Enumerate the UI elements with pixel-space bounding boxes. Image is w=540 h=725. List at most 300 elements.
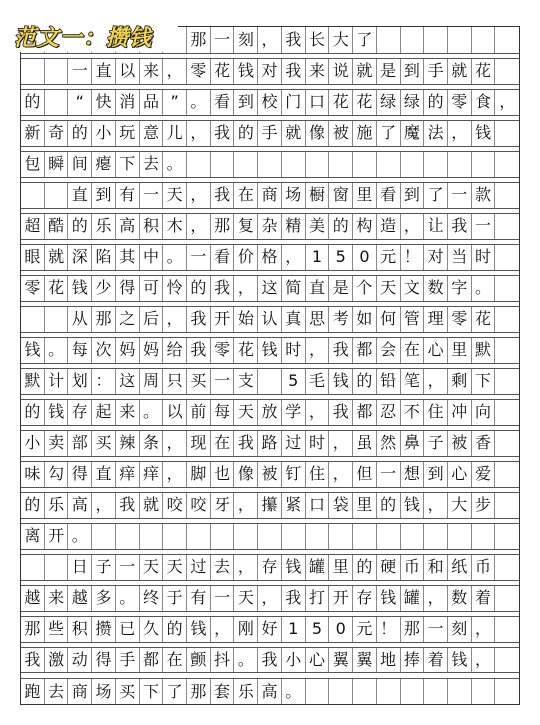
grid-cell: 大 — [448, 493, 472, 518]
grid-cell: 像 — [234, 462, 258, 487]
grid-row — [21, 461, 519, 488]
grid-cell: 钱 — [282, 555, 306, 580]
grid-cell: 心 — [306, 648, 330, 673]
grid-cell: 法 — [424, 121, 448, 146]
grid-cell — [21, 59, 45, 84]
grid-cell: 买 — [116, 679, 140, 705]
grid-cell: 捧 — [401, 648, 425, 673]
grid-cell — [495, 307, 519, 332]
grid-cell: 儿 — [163, 121, 187, 146]
grid-cell — [448, 524, 472, 549]
grid-cell — [377, 679, 401, 705]
grid-cell: 那 — [187, 679, 211, 705]
grid-cell: 深 — [68, 245, 92, 270]
grid-cell: 多 — [92, 586, 116, 611]
grid-cell: 但 — [353, 462, 377, 487]
grid-cell: 商 — [258, 183, 282, 208]
grid-cell: 勾 — [45, 462, 69, 487]
grid-cell: 脚 — [187, 462, 211, 487]
grid-cell: 消 — [116, 90, 140, 115]
grid-row — [21, 244, 519, 271]
grid-cell — [306, 152, 330, 177]
grid-row — [21, 678, 519, 705]
grid-cell: 看 — [211, 90, 235, 115]
grid-cell: 。 — [234, 648, 258, 673]
grid-cell — [353, 152, 377, 177]
grid-cell: 积 — [68, 617, 92, 642]
grid-cell: ， — [234, 493, 258, 518]
grid-cell: 到 — [92, 183, 116, 208]
grid-cell: 认 — [258, 307, 282, 332]
grid-cell: 时 — [282, 338, 306, 363]
grid-cell: 时 — [472, 245, 496, 270]
grid-cell — [472, 152, 496, 177]
grid-cell: 越 — [68, 586, 92, 611]
grid-cell: 瘪 — [92, 152, 116, 177]
grid-cell: 里 — [353, 493, 377, 518]
grid-cell: 元 — [353, 617, 377, 642]
grid-cell — [495, 617, 519, 642]
grid-cell: 钱 — [448, 648, 472, 673]
grid-cell: 我 — [329, 338, 353, 363]
grid-cell: 也 — [211, 462, 235, 487]
grid-cell: 时 — [306, 431, 330, 456]
grid-cell: 来 — [45, 586, 69, 611]
grid-cell: 放 — [258, 400, 282, 425]
grid-cell: 前 — [187, 400, 211, 425]
grid-cell: 的 — [424, 90, 448, 115]
grid-cell: 了 — [424, 183, 448, 208]
grid-cell: 纸 — [448, 555, 472, 580]
grid-cell: ， — [472, 617, 496, 642]
grid-cell — [353, 524, 377, 549]
grid-cell: 了 — [377, 121, 401, 146]
grid-cell: 意 — [140, 121, 164, 146]
grid-cell: 字 — [448, 276, 472, 301]
grid-cell — [282, 152, 306, 177]
grid-cell: 那 — [211, 214, 235, 239]
grid-cell: ， — [448, 121, 472, 146]
grid-cell: 不 — [401, 400, 425, 425]
grid-cell — [45, 90, 69, 115]
grid-cell: 花 — [472, 307, 496, 332]
grid-cell — [187, 524, 211, 549]
grid-cell: 我 — [211, 276, 235, 301]
grid-cell: 商 — [68, 679, 92, 705]
grid-cell: 管 — [401, 307, 425, 332]
grid-cell: 。 — [140, 400, 164, 425]
grid-cell: 都 — [140, 648, 164, 673]
grid-cell: 0 — [353, 245, 377, 270]
grid-cell: 这 — [258, 276, 282, 301]
grid-cell: 对 — [258, 59, 282, 84]
grid-cell: 天 — [377, 276, 401, 301]
grid-cell: ， — [306, 338, 330, 363]
grid-cell: 简 — [282, 276, 306, 301]
grid-cell: ， — [329, 462, 353, 487]
grid-cell: 我 — [282, 586, 306, 611]
grid-cell — [495, 431, 519, 456]
grid-cell: 我 — [21, 648, 45, 673]
grid-cell: 下 — [472, 369, 496, 394]
grid-cell: 来 — [140, 59, 164, 84]
grid-cell: 零 — [21, 276, 45, 301]
grid-cell: 下 — [140, 679, 164, 705]
grid-cell: 的 — [68, 121, 92, 146]
grid-cell — [495, 152, 519, 177]
grid-cell: 的 — [353, 369, 377, 394]
grid-cell: 痒 — [116, 462, 140, 487]
grid-cell: 冲 — [448, 400, 472, 425]
grid-cell — [377, 152, 401, 177]
grid-cell: 那 — [401, 617, 425, 642]
grid-cell — [377, 27, 401, 53]
grid-cell: 就 — [353, 59, 377, 84]
grid-cell: 何 — [377, 307, 401, 332]
grid-cell — [211, 524, 235, 549]
grid-cell: 妈 — [116, 338, 140, 363]
grid-cell — [21, 555, 45, 580]
grid-row — [21, 492, 519, 519]
grid-cell: 在 — [211, 431, 235, 456]
grid-cell: 绿 — [401, 90, 425, 115]
grid-cell: 如 — [353, 307, 377, 332]
grid-cell: 动 — [68, 648, 92, 673]
grid-cell: 一 — [448, 183, 472, 208]
grid-cell: 当 — [448, 245, 472, 270]
grid-cell: 去 — [140, 152, 164, 177]
grid-cell: 起 — [92, 400, 116, 425]
grid-cell: 一 — [377, 462, 401, 487]
grid-cell: 地 — [377, 648, 401, 673]
grid-cell: 钉 — [282, 462, 306, 487]
grid-cell — [495, 183, 519, 208]
grid-cell: 是 — [377, 59, 401, 84]
grid-cell: 好 — [258, 617, 282, 642]
grid-cell: 每 — [68, 338, 92, 363]
grid-cell: 痒 — [140, 462, 164, 487]
grid-cell: 。 — [116, 586, 140, 611]
grid-cell: 其 — [116, 245, 140, 270]
grid-cell: 已 — [116, 617, 140, 642]
grid-cell: 钱 — [187, 617, 211, 642]
grid-cell: 都 — [353, 400, 377, 425]
grid-cell: 买 — [187, 369, 211, 394]
grid-cell: 价 — [234, 245, 258, 270]
grid-cell: 。 — [68, 524, 92, 549]
grid-cell: 的 — [68, 214, 92, 239]
grid-cell — [377, 524, 401, 549]
grid-cell: 快 — [92, 90, 116, 115]
grid-cell: 。 — [472, 276, 496, 301]
grid-cell — [495, 400, 519, 425]
grid-cell — [21, 183, 45, 208]
grid-cell: 想 — [401, 462, 425, 487]
grid-cell: 始 — [234, 307, 258, 332]
grid-cell: 我 — [116, 493, 140, 518]
grid-cell: 到 — [424, 462, 448, 487]
grid-cell: 1 — [306, 245, 330, 270]
grid-cell: 币 — [472, 555, 496, 580]
grid-cell: 眼 — [21, 245, 45, 270]
grid-cell — [495, 27, 519, 53]
grid-cell — [21, 307, 45, 332]
grid-cell: ， — [401, 214, 425, 239]
grid-cell: ， — [211, 617, 235, 642]
grid-cell: 向 — [472, 400, 496, 425]
grid-cell: 来 — [116, 400, 140, 425]
grid-cell: 玩 — [116, 121, 140, 146]
grid-cell: 手 — [258, 121, 282, 146]
grid-cell: 花 — [353, 90, 377, 115]
grid-cell: 些 — [45, 617, 69, 642]
grid-cell: 直 — [68, 183, 92, 208]
grid-cell: 酷 — [45, 214, 69, 239]
grid-cell: 钱 — [68, 276, 92, 301]
grid-cell: 学 — [282, 400, 306, 425]
grid-cell: 花 — [234, 338, 258, 363]
grid-cell: 存 — [353, 586, 377, 611]
grid-cell: ， — [92, 493, 116, 518]
grid-cell: 思 — [306, 307, 330, 332]
grid-cell — [306, 524, 330, 549]
grid-cell: 口 — [306, 90, 330, 115]
grid-cell: ， — [234, 276, 258, 301]
grid-cell: 心 — [424, 338, 448, 363]
grid-cell: ， — [163, 307, 187, 332]
grid-cell: 是 — [329, 276, 353, 301]
grid-cell: 我 — [234, 431, 258, 456]
grid-cell: 住 — [424, 400, 448, 425]
grid-row — [21, 151, 519, 178]
grid-cell: 得 — [68, 462, 92, 487]
grid-cell: 跑 — [21, 679, 45, 705]
grid-cell: 。 — [163, 245, 187, 270]
grid-cell: 毛 — [306, 369, 330, 394]
grid-cell: 一 — [424, 617, 448, 642]
grid-cell: 打 — [306, 586, 330, 611]
grid-cell: 从 — [68, 307, 92, 332]
grid-cell: 超 — [21, 214, 45, 239]
grid-cell: 辣 — [116, 431, 140, 456]
grid-cell: 终 — [140, 586, 164, 611]
grid-cell: 在 — [401, 338, 425, 363]
grid-cell: ， — [306, 400, 330, 425]
grid-cell: 我 — [187, 307, 211, 332]
grid-cell: 我 — [448, 214, 472, 239]
grid-cell: 下 — [116, 152, 140, 177]
grid-cell: 我 — [211, 183, 235, 208]
grid-cell: 花 — [472, 59, 496, 84]
grid-cell: 我 — [282, 59, 306, 84]
grid-cell: 路 — [258, 431, 282, 456]
grid-cell: 那 — [21, 617, 45, 642]
grid-cell: 攥 — [258, 493, 282, 518]
grid-cell: 忍 — [377, 400, 401, 425]
grid-cell: ， — [187, 214, 211, 239]
grid-cell: 数 — [424, 276, 448, 301]
grid-cell: ， — [234, 555, 258, 580]
grid-cell: 就 — [140, 493, 164, 518]
grid-cell — [187, 152, 211, 177]
grid-cell — [234, 152, 258, 177]
grid-cell: ， — [424, 369, 448, 394]
grid-cell: 窗 — [329, 183, 353, 208]
grid-cell — [45, 307, 69, 332]
grid-cell: 被 — [448, 431, 472, 456]
grid-cell: 个 — [353, 276, 377, 301]
grid-cell: 抖 — [211, 648, 235, 673]
grid-cell: 刻 — [448, 617, 472, 642]
grid-row — [21, 616, 519, 643]
grid-cell: 手 — [424, 59, 448, 84]
grid-cell — [495, 586, 519, 611]
grid-cell: 计 — [45, 369, 69, 394]
grid-cell — [140, 524, 164, 549]
grid-cell — [306, 679, 330, 705]
grid-cell: 门 — [282, 90, 306, 115]
grid-cell: 。 — [163, 152, 187, 177]
grid-cell — [472, 679, 496, 705]
grid-cell — [211, 152, 235, 177]
grid-cell: 木 — [163, 214, 187, 239]
grid-cell: 开 — [45, 524, 69, 549]
grid-row — [21, 120, 519, 147]
grid-cell: “ — [68, 90, 92, 115]
grid-cell — [163, 524, 187, 549]
grid-cell — [329, 152, 353, 177]
grid-cell: 住 — [306, 462, 330, 487]
grid-cell — [282, 524, 306, 549]
grid-cell: 瞬 — [45, 152, 69, 177]
grid-cell: 的 — [21, 90, 45, 115]
grid-cell: 有 — [187, 586, 211, 611]
grid-cell: ， — [163, 462, 187, 487]
grid-cell: 在 — [163, 648, 187, 673]
grid-cell: 间 — [68, 152, 92, 177]
grid-cell — [258, 524, 282, 549]
grid-cell: ， — [499, 92, 516, 112]
grid-cell: 刻 — [234, 27, 258, 53]
grid-cell: 来 — [306, 59, 330, 84]
grid-cell: 次 — [92, 338, 116, 363]
grid-cell: 每 — [211, 400, 235, 425]
grid-cell — [45, 183, 69, 208]
grid-cell: 只 — [163, 369, 187, 394]
grid-cell — [495, 524, 519, 549]
grid-cell — [472, 524, 496, 549]
grid-cell: 一 — [187, 245, 211, 270]
grid-row — [21, 337, 519, 364]
grid-cell: 套 — [211, 679, 235, 705]
grid-cell: 存 — [68, 400, 92, 425]
grid-cell: 里 — [329, 555, 353, 580]
grid-cell: 陷 — [92, 245, 116, 270]
grid-cell: 5 — [329, 245, 353, 270]
grid-cell: 虽 — [353, 431, 377, 456]
grid-cell: 数 — [448, 586, 472, 611]
grid-cell: 橱 — [306, 183, 330, 208]
title-badge — [14, 20, 178, 52]
grid-cell: ， — [258, 27, 282, 53]
grid-cell: 去 — [45, 679, 69, 705]
grid-cell: 对 — [424, 245, 448, 270]
grid-cell: 那 — [187, 27, 211, 53]
grid-cell: 以 — [163, 400, 187, 425]
grid-cell: 花 — [329, 90, 353, 115]
grid-cell: 魔 — [401, 121, 425, 146]
grid-cell: 5 — [282, 369, 306, 394]
grid-cell: 场 — [92, 679, 116, 705]
grid-cell: 可 — [140, 276, 164, 301]
grid-cell: 罐 — [306, 555, 330, 580]
grid-cell: 得 — [92, 648, 116, 673]
grid-cell: 高 — [116, 214, 140, 239]
grid-cell: 食 — [472, 90, 496, 115]
grid-cell: 步 — [472, 493, 496, 518]
grid-cell: ， — [424, 586, 448, 611]
grid-cell — [495, 369, 519, 394]
grid-cell: 说 — [329, 59, 353, 84]
grid-cell: 得 — [116, 276, 140, 301]
grid-cell: 长 — [306, 27, 330, 53]
grid-cell — [495, 338, 519, 363]
grid-cell — [92, 524, 116, 549]
grid-cell: 翼 — [353, 648, 377, 673]
grid-cell: 都 — [353, 338, 377, 363]
grid-cell — [258, 369, 282, 394]
grid-cell: ， — [282, 245, 306, 270]
grid-cell: 了 — [353, 27, 377, 53]
grid-cell — [448, 679, 472, 705]
grid-cell: 心 — [448, 462, 472, 487]
grid-row — [21, 399, 519, 426]
grid-cell: 攒 — [92, 617, 116, 642]
grid-cell: ， — [329, 431, 353, 456]
grid-cell: 怜 — [163, 276, 187, 301]
grid-cell: 被 — [329, 121, 353, 146]
grid-row — [21, 89, 519, 116]
grid-cell: 构 — [353, 214, 377, 239]
grid-cell: 高 — [68, 493, 92, 518]
grid-cell — [495, 214, 519, 239]
grid-cell — [495, 648, 519, 673]
grid-cell: 钱 — [258, 338, 282, 363]
grid-cell: 校 — [258, 90, 282, 115]
grid-cell — [234, 524, 258, 549]
grid-cell: 积 — [140, 214, 164, 239]
grid-cell: 的 — [353, 555, 377, 580]
grid-cell: 牙 — [211, 493, 235, 518]
grid-cell: 。 — [45, 338, 69, 363]
grid-cell: 激 — [45, 648, 69, 673]
grid-cell: 钱 — [401, 493, 425, 518]
grid-cell — [401, 679, 425, 705]
grid-cell: 紧 — [282, 493, 306, 518]
grid-cell: ” — [163, 90, 187, 115]
grid-cell: 铅 — [377, 369, 401, 394]
grid-cell: 笔 — [401, 369, 425, 394]
grid-row — [21, 430, 519, 457]
grid-cell: 子 — [424, 431, 448, 456]
grid-cell — [448, 152, 472, 177]
grid-cell: 味 — [21, 462, 45, 487]
grid-cell: 让 — [424, 214, 448, 239]
grid-cell: 去 — [211, 555, 235, 580]
grid-cell: 一 — [211, 586, 235, 611]
grid-cell: ！ — [401, 245, 425, 270]
grid-cell: 久 — [140, 617, 164, 642]
